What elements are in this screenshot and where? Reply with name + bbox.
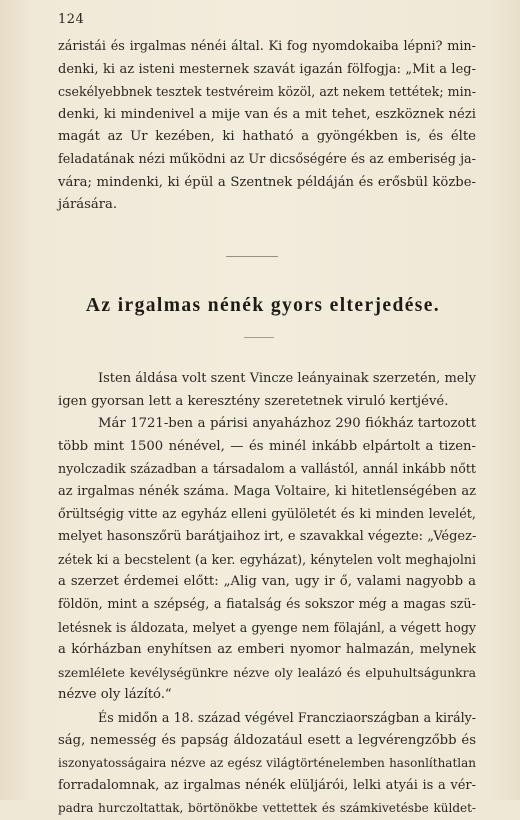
text-line: denki, ki mindenivel a mije van és a mit tehet, eszköznek nézi: [58, 106, 476, 122]
text-line: Isten áldása volt szent Vincze leányainak szerzetén, mely: [98, 371, 476, 386]
text-line: járására.: [58, 197, 118, 213]
text-line: feladatának nézi működni az Ur dicsőségére és az emberiség ja-: [58, 151, 476, 167]
text-line: igen gyorsan lett a keresztény szeretetnek viruló kertjévé.: [58, 393, 449, 409]
text-line: őrültségig vitte az egyház elleni gyülöletét és ki minden levelét,: [58, 506, 476, 522]
text-line: melyet hasonszőrü barátjaihoz irt, e szavakkal végezte: „Végez-: [58, 529, 477, 545]
text-line: És midőn a 18. század végével Francziaországban a király-: [98, 709, 476, 725]
text-line: zétek ki a becstelent (a ker. egyházat), kénytelen volt meghajolni: [58, 551, 476, 567]
section-heading: Az irgalmas nénék gyors elterjedése.: [85, 295, 441, 316]
text-line: magát az Ur kezében, ki hatható a gyöngékben is, és élte: [58, 129, 476, 145]
text-line: vára; mindenki, ki épül a Szentnek példáján és erősbül közbe-: [58, 174, 476, 190]
text-line: a kórházban enyhítsen az emberi nyomor halmazán, melynek: [58, 642, 476, 658]
page-number: 124: [58, 12, 85, 27]
text-line: záristái és irgalmas nénéi által. Ki fog nyomdokaiba lépni? min-: [58, 39, 476, 54]
text-line: nyolczadik században a társadalom a vallástól, annál inkább nőtt: [58, 461, 476, 477]
text-line: a szerzet érdemei előtt: „Alig van, ugy ir ő, valami nagyobb a: [58, 574, 476, 590]
heading-underline: [244, 337, 274, 338]
text-line: letésnek is áldozata, melyet a gyenge nem fölajánl, a végett hogy: [58, 619, 476, 635]
text-line: denki, ki az isteni mesternek szavát igazán fölfogja: „Mit a leg-: [58, 61, 476, 77]
text-line: szemlélete kevélységünkre nézve oly lealázó és elpuhultságunkra: [58, 664, 476, 680]
text-line: Már 1721-ben a párisi anyaházhoz 290 fiókház tartozott: [98, 416, 476, 432]
text-line: forradalomnak, az irgalmas nénék elüljárói, lelki atyái is a vér-: [58, 777, 476, 793]
text-line: több mint 1500 nénével, — és minél inkább elpártolt a tizen-: [58, 438, 476, 454]
section-divider: [226, 256, 278, 257]
paragraph-2: [58, 368, 476, 820]
text-line: az irgalmas nénék száma. Maga Voltaire, ki hitetlenségében az: [58, 483, 476, 499]
paragraph-1: [58, 36, 476, 217]
text-line: nézve oly lázító.“: [58, 687, 172, 703]
text-line: földön, mint a szépség, a fiatalság és sokszor még a magas szü-: [58, 596, 476, 612]
text-line: padra hurczoltattak, börtönökbe vettettek és számkivetésbe küldet-: [58, 801, 476, 816]
text-line: csekélyebbnek tesztek testvéreim közöl, azt nekem tettétek; min-: [58, 84, 476, 100]
text-line: iszonyatosságaira nézve az egész világtörténelemben hasonlíthatlan: [58, 756, 476, 771]
text-line: ság, nemesség és papság áldozatául esett a legvérengzőbb és: [58, 732, 476, 748]
